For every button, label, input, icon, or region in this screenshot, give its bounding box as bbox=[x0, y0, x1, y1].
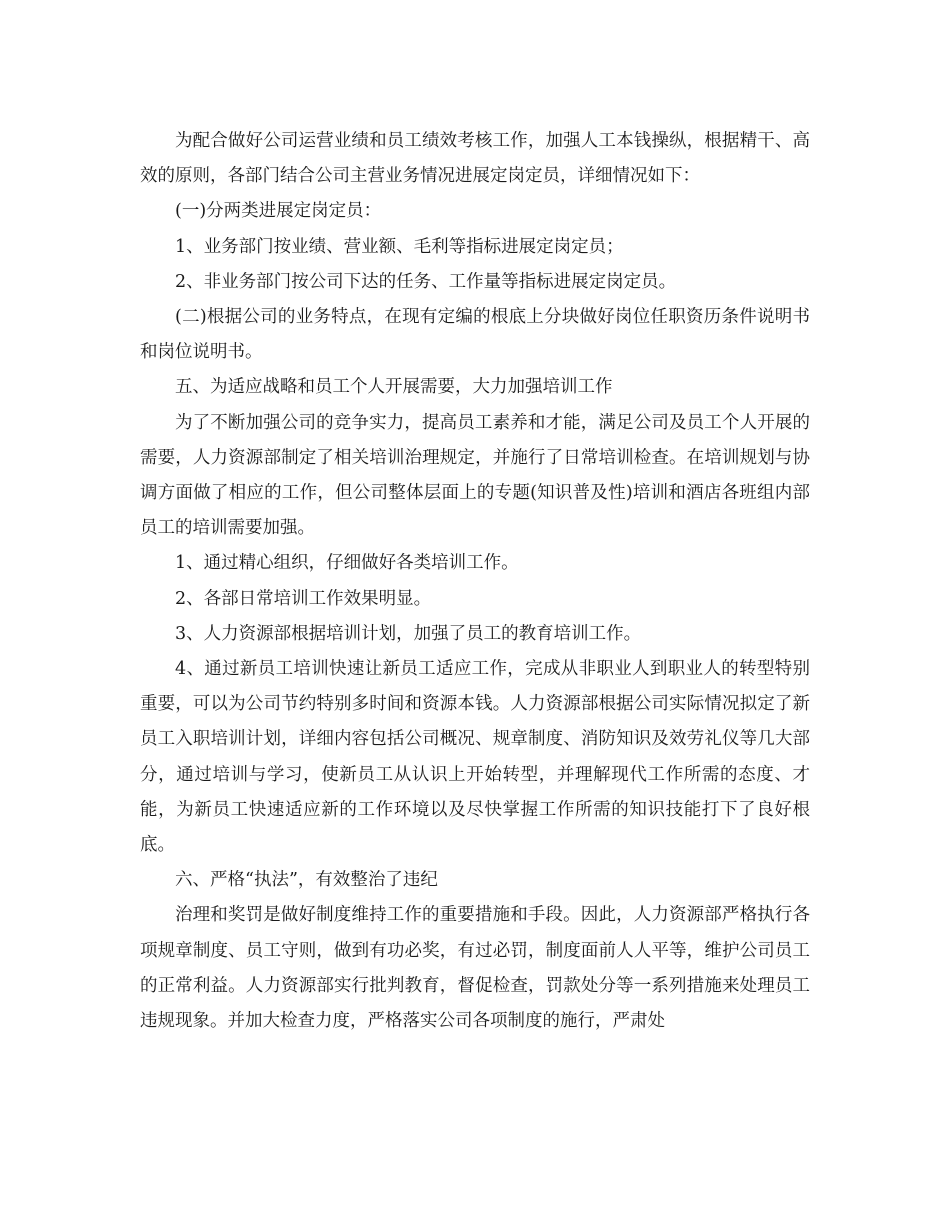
paragraph-discipline: 治理和奖罚是做好制度维持工作的重要措施和手段。因此，人力资源部严格执行各项规章制度、员工守则，做到有功必奖，有过必罚，制度面前人人平等，维护公司员工的正常利益。人力资源部实行批判教育，督促检查，罚款处分等一系列措施来处理员工违规现象。并加大检查力度，严格落实公司各项制度的施行，严肃处 bbox=[140, 905, 810, 1032]
paragraph-item: 1、业务部门按业绩、营业额、毛利等指标进展定岗定员； bbox=[175, 236, 624, 257]
paragraph-intro: 为配合做好公司运营业绩和员工绩效考核工作，加强人工本钱操纵，根据精干、高效的原则，各部门结合公司主营业务情况进展定岗定员，详细情况如下： bbox=[140, 131, 810, 187]
paragraph-item: 2、各部日常培训工作效果明显。 bbox=[175, 588, 432, 609]
paragraph-subheading-2: (二)根据公司的业务特点，在现有定编的根底上分块做好岗位任职资历条件说明书和岗位说明书。 bbox=[140, 307, 810, 363]
paragraph-item: 4、通过新员工培训快速让新员工适应工作，完成从非职业人到职业人的转型特别重要，可以为公司节约特别多时间和资源本钱。人力资源部根据公司实际情况拟定了新员工入职培训计划，详细内容包括公司概况、规章制度、消防知识及效劳礼仪等几大部分，通过培训与学习，使新员工从认识上开始转型，并理解现代工作所需的态度、才能，为新员工快速适应新的工作环境以及尽快掌握工作所需的知识技能打下了良好根底。 bbox=[140, 659, 810, 856]
section-heading-5: 五、为适应战略和员工个人开展需要，大力加强培训工作 bbox=[175, 377, 613, 398]
paragraph-subheading-1: (一)分两类进展定岗定员： bbox=[175, 201, 382, 222]
paragraph-item: 1、通过精心组织，仔细做好各类培训工作。 bbox=[175, 553, 519, 574]
paragraph-item: 2、非业务部门按公司下达的任务、工作量等指标进展定岗定员。 bbox=[175, 271, 677, 292]
paragraph-item: 3、人力资源部根据培训计划，加强了员工的教育培训工作。 bbox=[175, 623, 642, 644]
section-heading-6: 六、严格“执法”，有效整治了违纪 bbox=[175, 870, 438, 891]
paragraph-training: 为了不断加强公司的竞争实力，提高员工素养和才能，满足公司及员工个人开展的需要，人力资源部制定了相关培训治理规定，并施行了日常培训检查。在培训规划与协调方面做了相应的工作，但公司整体层面上的专题(知识普及性)培训和酒店各班组内部员工的培训需要加强。 bbox=[140, 412, 810, 539]
document-body bbox=[140, 124, 810, 1039]
